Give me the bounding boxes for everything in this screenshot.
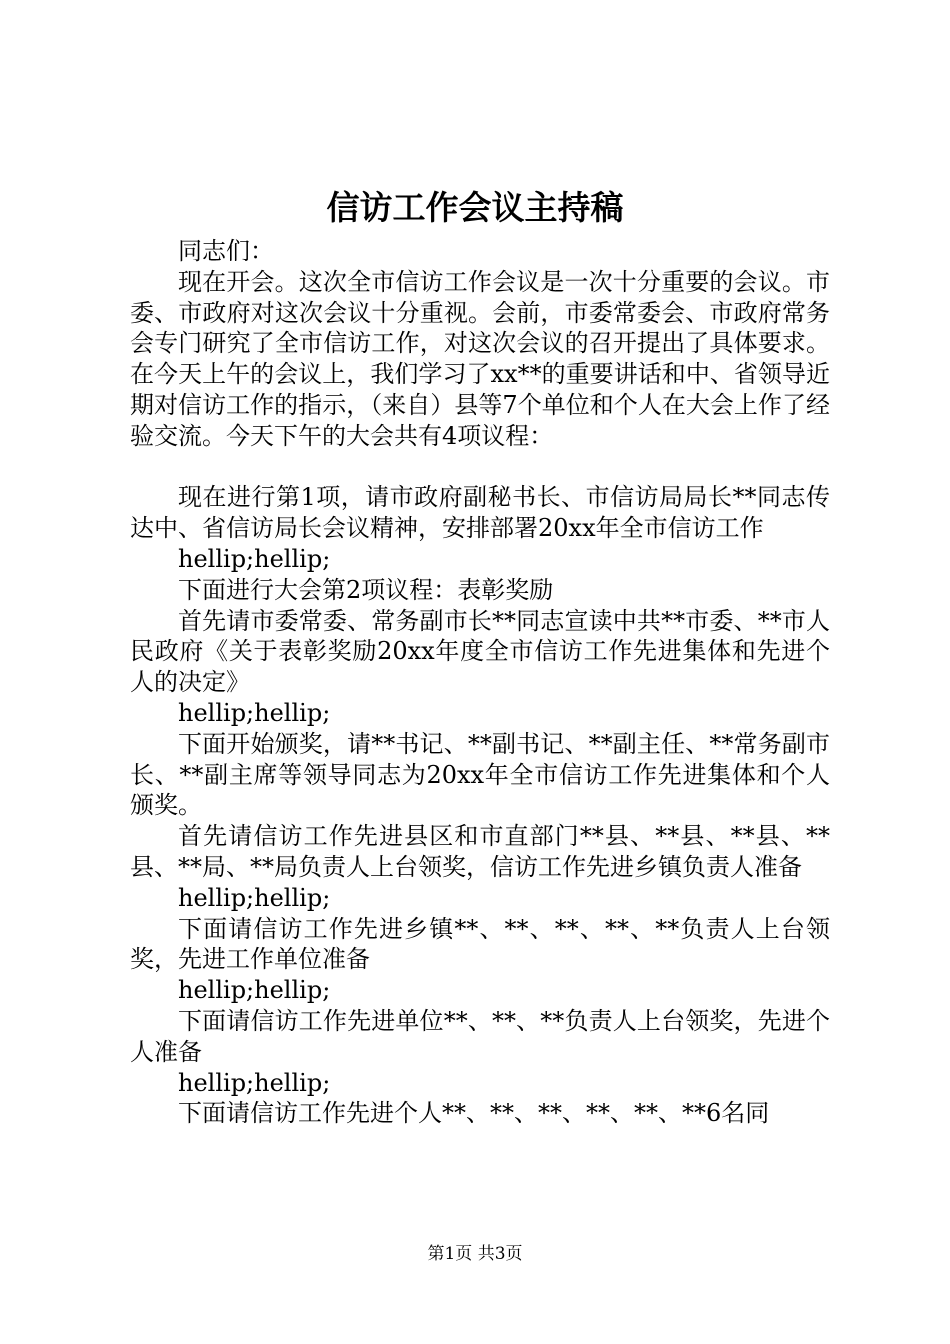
paragraph-ellipsis: hellip;hellip; (178, 698, 331, 727)
paragraph-award-counties: 首先请信访工作先进县区和市直部门**县、**县、**县、**县、**局、**局负责人上台领奖，信访工作先进乡镇负责人准备 (130, 822, 830, 881)
paragraph-award-start: 下面开始颁奖，请**书记、**副书记、**副主任、**常务副市长、**副主席等领导同志为20xx年全市信访工作先进集体和个人颁奖。 (130, 729, 830, 820)
paragraph-award-towns: 下面请信访工作先进乡镇**、**、**、**、**负责人上台领奖，先进工作单位准备 (130, 914, 830, 974)
document-title: 信访工作会议主持稿 (326, 188, 624, 227)
document-body (130, 236, 830, 1129)
paragraph-ellipsis: hellip;hellip; (178, 544, 331, 573)
page-footer: 第1页 共3页 (427, 1244, 523, 1264)
paragraph-item-2: 下面进行大会第2项议程：表彰奖励 (178, 575, 554, 604)
paragraph-decision: 首先请市委常委、常务副市长**同志宣读中共**市委、**市人民政府《关于表彰奖励20xx年度全市信访工作先进集体和先进个人的决定》 (130, 606, 830, 697)
paragraph-greeting: 同志们： (178, 237, 274, 265)
blank-line (130, 452, 830, 483)
paragraph-ellipsis: hellip;hellip; (178, 1068, 331, 1097)
paragraph-opening: 现在开会。这次全市信访工作会议是一次十分重要的会议。市委、市政府对这次会议十分重视。会前，市委常委会、市政府常务会专门研究了全市信访工作，对这次会议的召开提出了具体要求。在今天上午的会议上，我们学习了xx**的重要讲话和中、省领导近期对信访工作的指示，（来自）县等7个单位和个人在大会上作了经验交流。今天下午的大会共有4项议程： (130, 267, 830, 450)
paragraph-ellipsis: hellip;hellip; (178, 883, 331, 912)
paragraph-item-1: 现在进行第1项，请市政府副秘书长、市信访局局长**同志传达中、省信访局长会议精神，安排部署20xx年全市信访工作 (130, 483, 830, 543)
paragraph-ellipsis: hellip;hellip; (178, 976, 331, 1005)
paragraph-award-units: 下面请信访工作先进单位**、**、**负责人上台领奖，先进个人准备 (130, 1006, 830, 1066)
paragraph-award-individuals: 下面请信访工作先进个人**、**、**、**、**、**6名同 (178, 1099, 770, 1128)
